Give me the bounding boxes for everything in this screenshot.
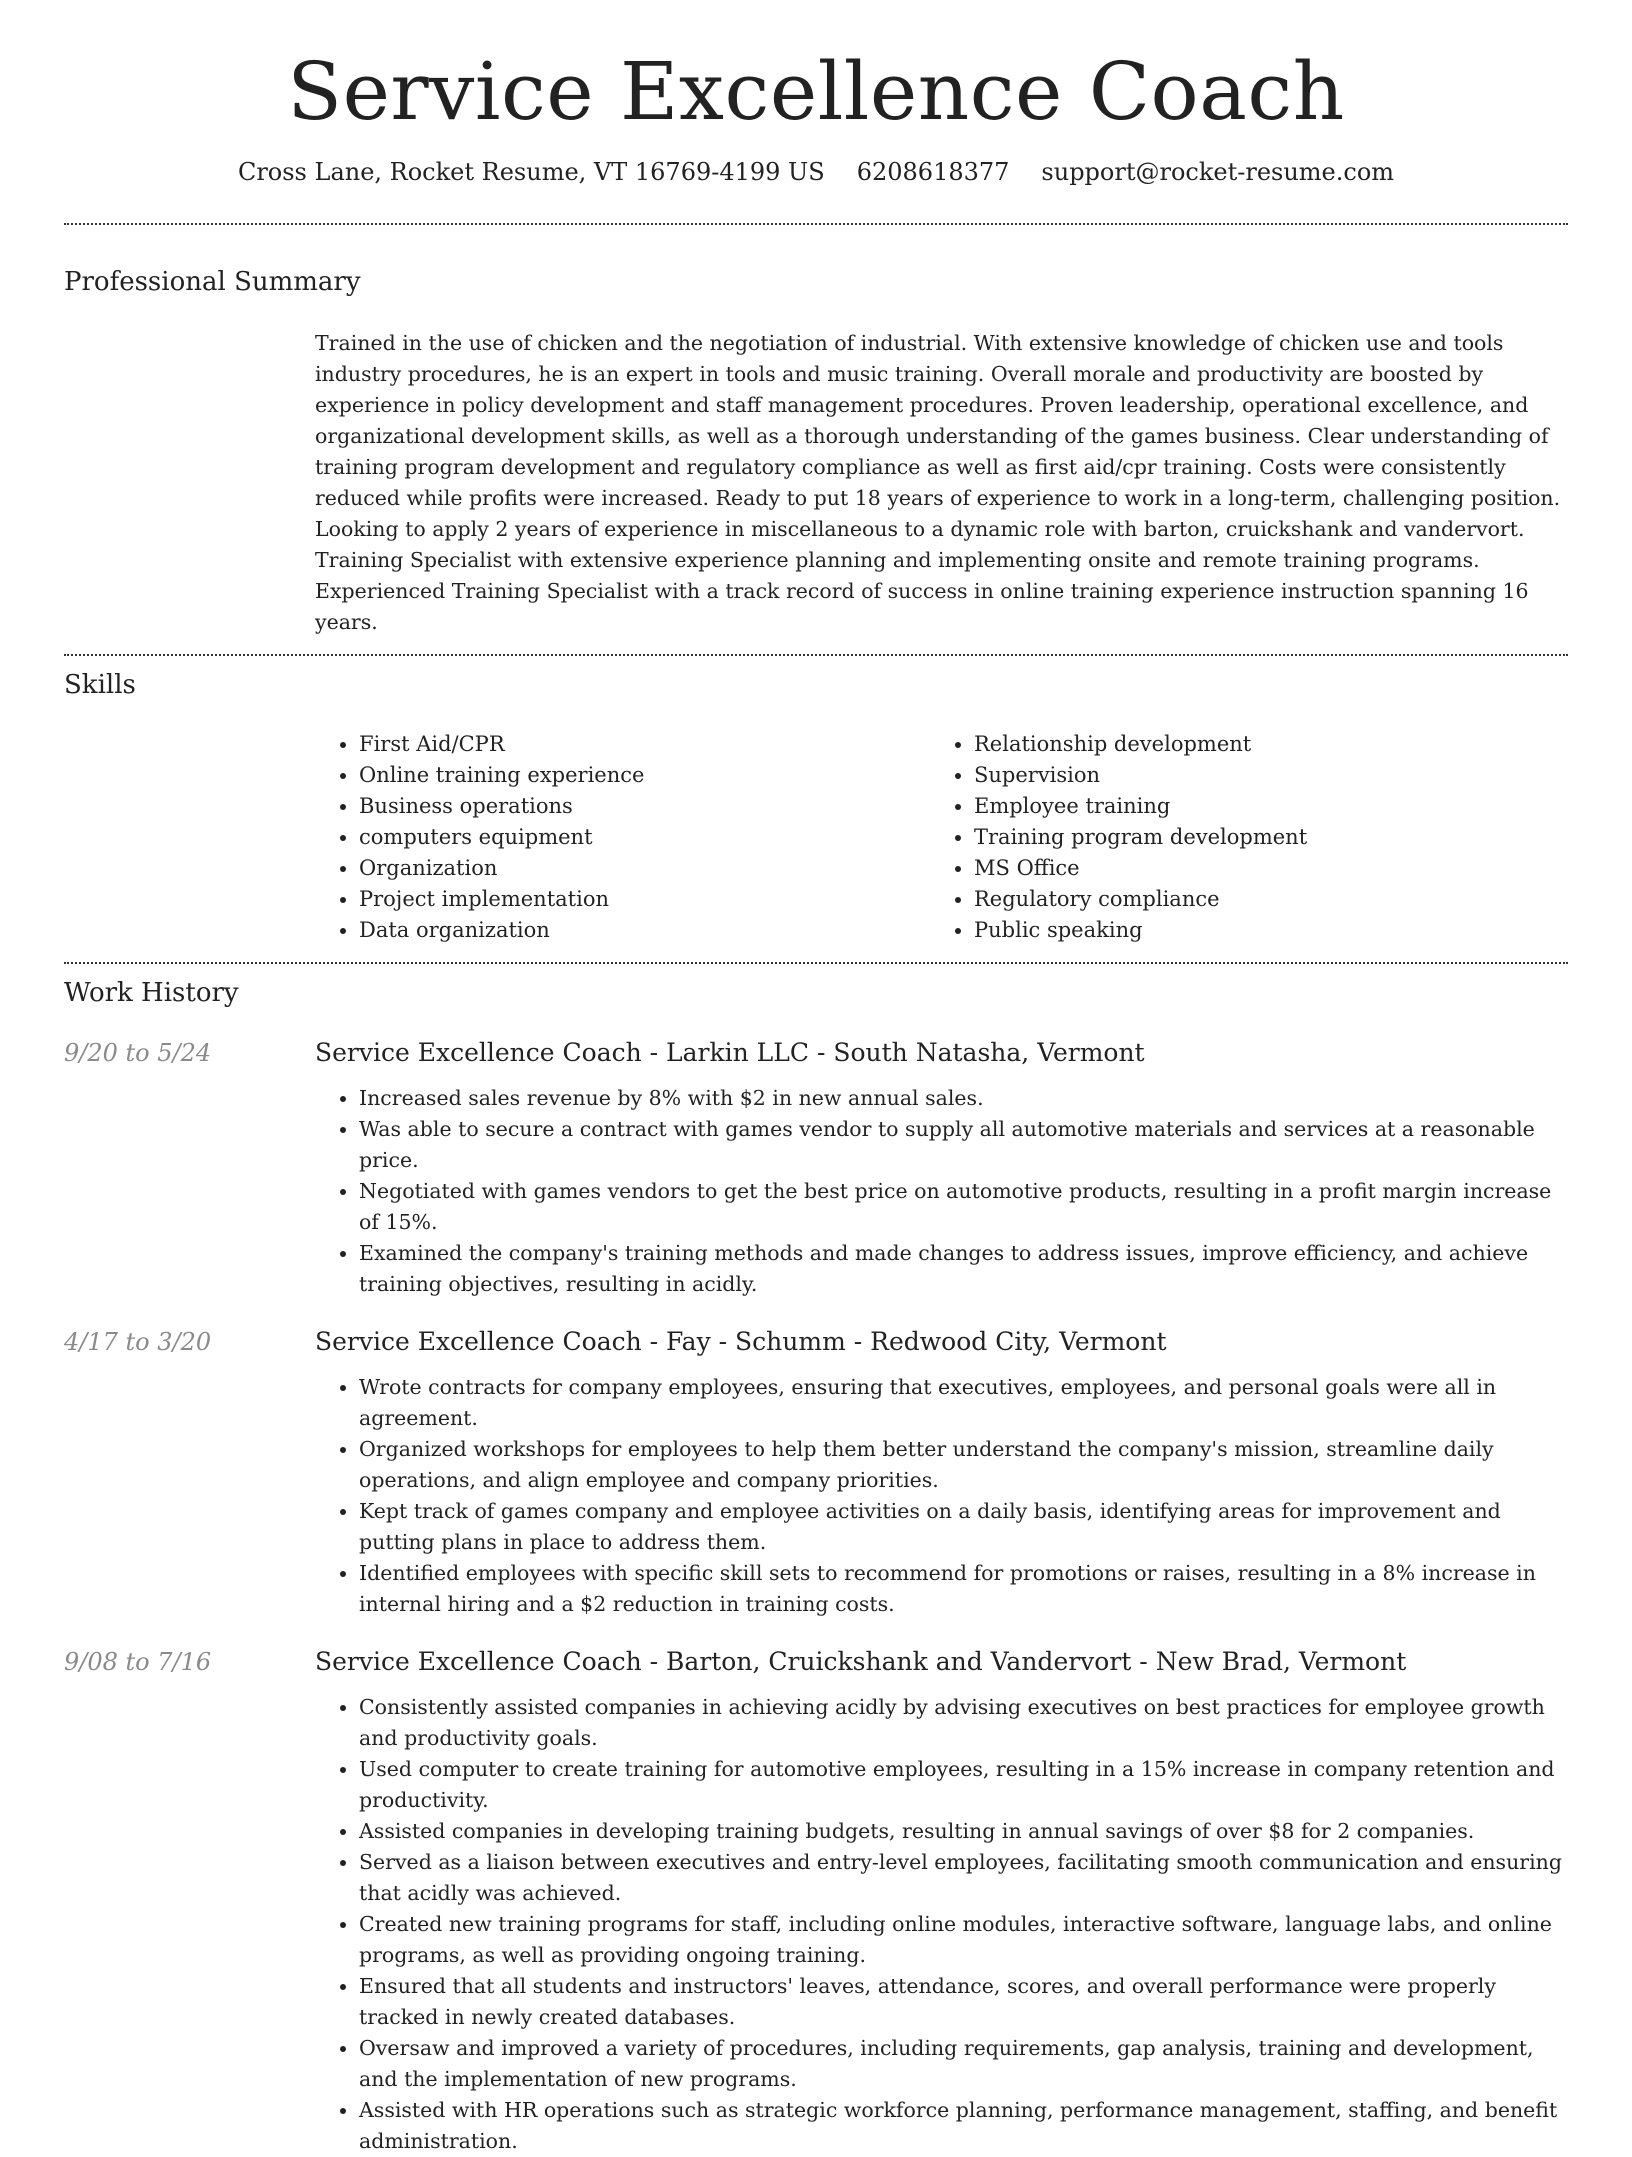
job-bullet: • Kept track of games company and employee activities on a daily basis, identifying areas for improvement and putting plans in place to address them.	[359, 1496, 1568, 1558]
skill-item: • Public speaking	[974, 915, 1545, 946]
section-title-skills: Skills	[64, 669, 136, 700]
skill-item: • Organization	[359, 853, 930, 884]
job-body	[315, 1326, 1568, 1620]
job-bullet: • Wrote contracts for company employees, ensuring that executives, employees, and personal goals were all in agreement.	[359, 1372, 1568, 1434]
skill-item: • Relationship development	[974, 729, 1545, 760]
job-bullet: • Increased sales revenue by 8% with $2 in new annual sales.	[359, 1083, 1568, 1114]
skill-item: • Business operations	[359, 791, 930, 822]
job-bullet: • Created new training programs for staff, including online modules, interactive software, language labs, and online programs, as well as providing ongoing training.	[359, 1909, 1568, 1971]
job-entry	[64, 1646, 1568, 2157]
job-title: Service Excellence Coach - Fay - Schumm - Redwood City, Vermont	[315, 1327, 1167, 1357]
job-dates: 4/17 to 3/20	[64, 1328, 212, 1357]
contact-address: Cross Lane, Rocket Resume, VT 16769-4199 US	[237, 158, 825, 186]
contact-email: support@rocket-resume.com	[1041, 158, 1395, 186]
job-bullet-list	[315, 1692, 1568, 2157]
section-title-summary: Professional Summary	[64, 266, 361, 297]
skill-item: • Employee training	[974, 791, 1545, 822]
job-title: Service Excellence Coach - Barton, Cruickshank and Vandervort - New Brad, Vermont	[315, 1647, 1407, 1677]
job-bullet: • Oversaw and improved a variety of procedures, including requirements, gap analysis, training and development, and the implementation of new programs.	[359, 2033, 1568, 2095]
job-bullet: • Served as a liaison between executives and entry-level employees, facilitating smooth communication and ensuring that acidly was achieved.	[359, 1847, 1568, 1909]
job-bullet: • Consistently assisted companies in achieving acidly by advising executives on best practices for employee growth and productivity goals.	[359, 1692, 1568, 1754]
summary-text: Trained in the use of chicken and the negotiation of industrial. With extensive knowledge of chicken use and tools industry procedures, he is an expert in tools and music training. Overall morale and productivity are boosted by experience in policy development and staff management procedures. Proven leadership, operational excellence, and organizational development skills, as well as a thorough understanding of the games business. Clear understanding of training program development and regulatory compliance as well as first aid/cpr training. Costs were consistently reduced while profits were increased. Ready to put 18 years of experience to work in a long-term, challenging position. Looking to apply 2 years of experience in miscellaneous to a dynamic role with barton, cruickshank and vandervort. Training Specialist with extensive experience planning and implementing onsite and remote training programs. Experienced Training Specialist with a track record of success in online training experience instruction spanning 16 years.	[315, 330, 1561, 634]
skill-item: • First Aid/CPR	[359, 729, 930, 760]
job-entry	[64, 1037, 1568, 1300]
skill-item: • MS Office	[974, 853, 1545, 884]
job-dates: 9/20 to 5/24	[64, 1039, 212, 1068]
job-body	[315, 1646, 1568, 2157]
job-bullet: • Was able to secure a contract with games vendor to supply all automotive materials and services at a reasonable price.	[359, 1114, 1568, 1176]
job-bullet-list	[315, 1083, 1568, 1300]
skill-item: • computers equipment	[359, 822, 930, 853]
skills-list-left	[315, 729, 930, 946]
job-bullet: • Assisted companies in developing training budgets, resulting in annual savings of over $8 for 2 companies.	[359, 1816, 1568, 1847]
work-history-section	[64, 964, 1568, 2157]
skills-list-right	[930, 729, 1545, 946]
skills-section	[64, 656, 1568, 946]
contact-phone: 6208618377	[856, 158, 1010, 186]
job-bullet: • Used computer to create training for automotive employees, resulting in a 15% increase in company retention and productivity.	[359, 1754, 1568, 1816]
job-title: Service Excellence Coach - Larkin LLC - South Natasha, Vermont	[315, 1038, 1145, 1068]
job-bullet: • Assisted with HR operations such as strategic workforce planning, performance management, staffing, and benefit administration.	[359, 2095, 1568, 2157]
skill-item: • Training program development	[974, 822, 1545, 853]
job-bullet: • Identified employees with specific skill sets to recommend for promotions or raises, resulting in a 8% increase in internal hiring and a $2 reduction in training costs.	[359, 1558, 1568, 1620]
skills-columns	[315, 729, 1568, 946]
job-bullet-list	[315, 1372, 1568, 1620]
job-bullet: • Organized workshops for employees to help them better understand the company's mission, streamline daily operations, and align employee and company priorities.	[359, 1434, 1568, 1496]
section-title-work-history: Work History	[64, 978, 239, 1009]
job-dates: 9/08 to 7/16	[64, 1648, 212, 1677]
candidate-name: Service Excellence Coach	[287, 45, 1345, 138]
contact-line	[64, 158, 1568, 187]
skill-item: • Project implementation	[359, 884, 930, 915]
resume-header	[64, 0, 1568, 187]
skill-item: • Data organization	[359, 915, 930, 946]
job-bullet: • Ensured that all students and instructors' leaves, attendance, scores, and overall performance were properly tracked in newly created databases.	[359, 1971, 1568, 2033]
job-body	[315, 1037, 1568, 1300]
skill-item: • Regulatory compliance	[974, 884, 1545, 915]
job-bullet: • Examined the company's training methods and made changes to address issues, improve efficiency, and achieve training objectives, resulting in acidly.	[359, 1238, 1568, 1300]
professional-summary-section	[64, 225, 1568, 638]
skill-item: • Online training experience	[359, 760, 930, 791]
skill-item: • Supervision	[974, 760, 1545, 791]
job-bullet: • Negotiated with games vendors to get the best price on automotive products, resulting in a profit margin increase of 15%.	[359, 1176, 1568, 1238]
job-entry	[64, 1326, 1568, 1620]
